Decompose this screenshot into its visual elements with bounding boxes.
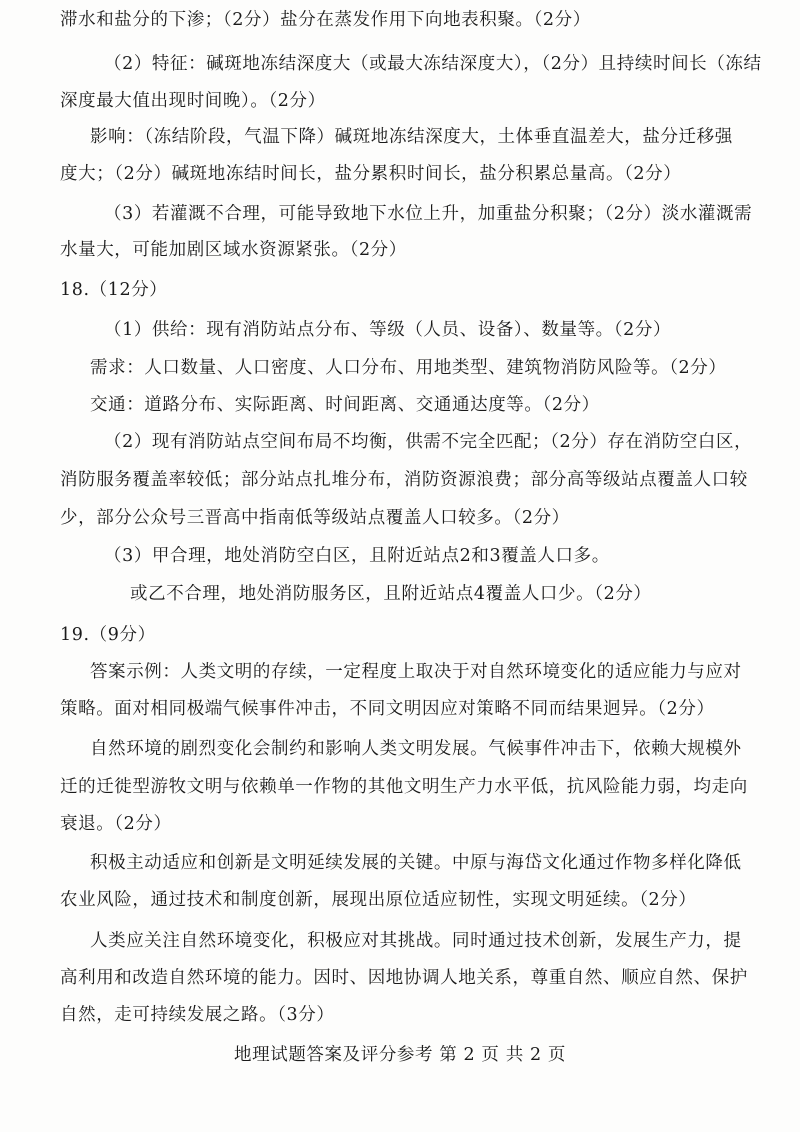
text-line: （2）特征：碱斑地冻结深度大（或最大冻结深度大），（2分）且持续时间长（冻结 xyxy=(104,54,762,74)
text-line: 需求：人口数量、人口密度、人口分布、用地类型、建筑物消防风险等。（2分） xyxy=(90,358,727,378)
text-line: 滞水和盐分的下渗；（2分）盐分在蒸发作用下向地表积聚。（2分） xyxy=(60,10,591,30)
question-heading: 18.（12分） xyxy=(60,280,168,300)
text-line: 交通：道路分布、实际距离、时间距离、交通通达度等。（2分） xyxy=(90,395,600,415)
text-line: 消防服务覆盖率较低；部分站点扎堆分布，消防资源浪费；部分高等级站点覆盖人口较 xyxy=(60,470,748,490)
text-line: 或乙不合理，地处消防服务区，且附近站点4覆盖人口少。（2分） xyxy=(130,584,652,604)
text-line: （3）甲合理，地处消防空白区，且附近站点2和3覆盖人口多。 xyxy=(104,546,610,566)
text-line: （3）若灌溉不合理，可能导致地下水位上升，加重盐分积聚；（2分）淡水灌溉需 xyxy=(104,204,753,224)
text-line: 影响：（冻结阶段，气温下降）碱斑地冻结深度大，土体垂直温差大，盐分迁移强 xyxy=(90,127,733,147)
text-line: 水量大，可能加剧区域水资源紧张。（2分） xyxy=(60,240,407,260)
text-line: 衰退。（2分） xyxy=(60,814,172,834)
text-line: 积极主动适应和创新是文明延续发展的关键。中原与海岱文化通过作物多样化降低 xyxy=(90,853,742,873)
text-line: 少，部分公众号三晋高中指南低等级站点覆盖人口较多。（2分） xyxy=(60,508,570,528)
text-line: 人类应关注自然环境变化，积极应对其挑战。同时通过技术创新，发展生产力，提 xyxy=(90,931,742,951)
text-line: （2）现有消防站点空间布局不均衡，供需不完全匹配；（2分）存在消防空白区， xyxy=(104,432,753,452)
text-line: 度大；（2分）碱斑地冻结时间长，盐分累积时间长，盐分积累总量高。（2分） xyxy=(60,164,682,184)
text-line: （1）供给：现有消防站点分布、等级（人员、设备）、数量等。（2分） xyxy=(104,320,672,340)
page-footer: 地理试题答案及评分参考 第 2 页 共 2 页 xyxy=(234,1045,566,1065)
text-line: 自然环境的剧烈变化会制约和影响人类文明发展。气候事件冲击下，依赖大规模外 xyxy=(90,739,742,759)
text-line: 策略。面对相同极端气候事件冲击，不同文明因应对策略不同而结果迥异。（2分） xyxy=(60,699,715,719)
text-line: 答案示例：人类文明的存续，一定程度上取决于对自然环境变化的适应能力与应对 xyxy=(90,662,742,682)
text-line: 高利用和改造自然环境的能力。因时、因地协调人地关系，尊重自然、顺应自然、保护 xyxy=(60,968,748,988)
text-line: 迁的迁徙型游牧文明与依赖单一作物的其他文明生产力水平低，抗风险能力弱，均走向 xyxy=(60,777,748,797)
text-line: 农业风险，通过技术和制度创新，展现出原位适应韧性，实现文明延续。（2分） xyxy=(60,890,697,910)
text-line: 自然，走可持续发展之路。（3分） xyxy=(60,1005,335,1025)
text-line: 深度最大值出现时间晚）。（2分） xyxy=(60,91,326,111)
question-heading: 19.（9分） xyxy=(60,625,156,645)
